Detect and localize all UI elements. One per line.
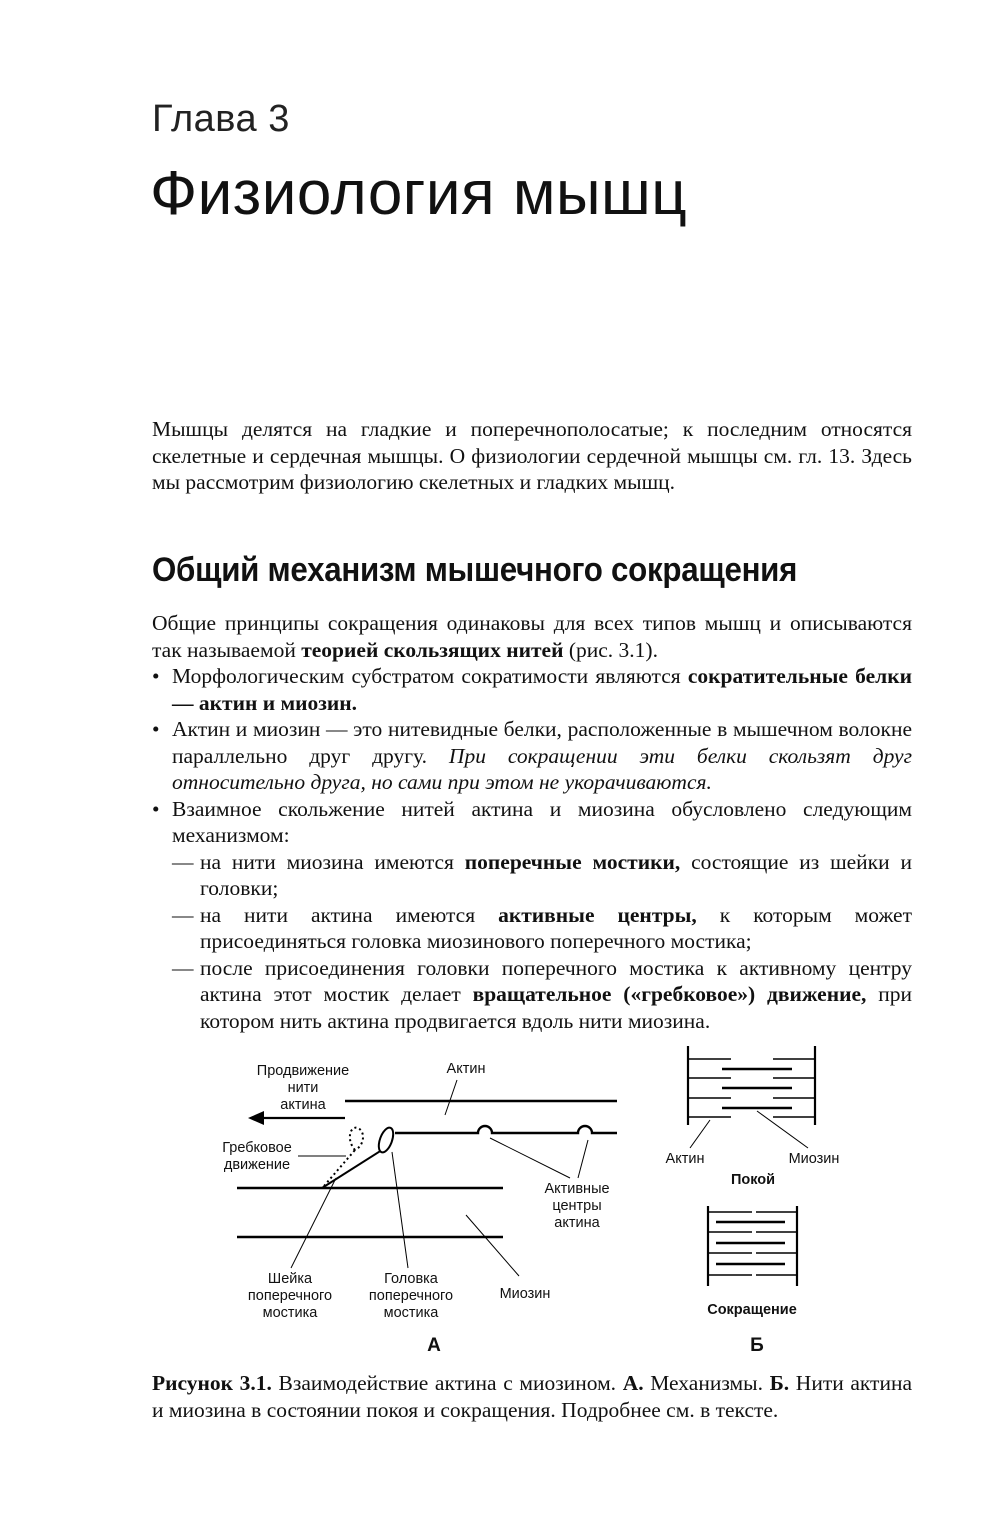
panel-b [666, 1046, 840, 1356]
label-neck-3: мостика [262, 1305, 318, 1321]
bridge-head-previous [350, 1128, 363, 1150]
dash-item [152, 902, 912, 955]
head-pointer [392, 1152, 408, 1268]
label-contraction: Сокращение [707, 1302, 797, 1318]
bullet-emphasis: При сокращении эти белки скользят друг относительно друга, но сами при этом не укорачиваются. [172, 743, 912, 794]
dash-text-end: состоящие из шейки и головки; [200, 849, 912, 900]
caption-label: Рисунок 3.1. [152, 1371, 272, 1395]
section-body [152, 610, 912, 1034]
label-head-3: мостика [383, 1305, 439, 1321]
myosin-pointer [466, 1215, 519, 1276]
lead-term: теорией скользящих нитей [301, 637, 564, 662]
bullet-text: Морфологическим субстратом сократимости являются [172, 664, 688, 688]
bullet-term: сократительные белки — актин и миозин. [172, 664, 912, 715]
panel-a [222, 1061, 617, 1356]
dash-item [152, 955, 912, 1035]
dash-text: на нити актина имеются [200, 902, 499, 927]
label-rest: Покой [730, 1172, 776, 1188]
dash-text: после присоединения головки поперечного мостика к активному центру актина этот мостик делает [200, 955, 912, 1006]
label-myosin-b: Миозин [788, 1151, 840, 1167]
label-head-2: поперечного [368, 1288, 454, 1304]
bullet-text: Актин и миозин — это нитевидные белки, расположенные в мышечном волокне параллельно друг другу. [172, 717, 912, 768]
label-neck-2: поперечного [247, 1288, 333, 1304]
bullet-item [152, 663, 912, 716]
lead-paragraph [152, 610, 912, 663]
panel-a-letter: А [427, 1335, 441, 1356]
actin-pointer [445, 1080, 457, 1115]
lead-text: Общие принципы сокращения одинаковы для всех типов мышц и описываются так называемой [152, 611, 912, 662]
sarcomere-contracted [708, 1206, 797, 1286]
bullet-list [152, 663, 912, 1034]
label-advance-2: нити [287, 1080, 319, 1096]
label-stroke-2: движение [223, 1157, 291, 1173]
label-active-centers-3: актина [554, 1215, 600, 1231]
advance-arrow-head [248, 1111, 264, 1125]
dash-text-end: к которым может присоединяться головка миозинового поперечного мостика; [200, 902, 912, 953]
dash-term: вращательное («гребковое») движение, [472, 982, 867, 1006]
bullet-item [152, 796, 912, 849]
bridge-head [376, 1126, 396, 1155]
actin-pointer-b [690, 1120, 710, 1148]
label-actin: Актин [446, 1061, 486, 1077]
dash-term: активные центры, [498, 902, 697, 927]
lead-ref: (рис. 3.1). [563, 637, 658, 662]
panel-b-letter: Б [750, 1335, 764, 1356]
sarcomere-rest [688, 1046, 815, 1125]
active-center-pointer-1 [490, 1138, 570, 1178]
dash-text-end: при котором нить актина продвигается вдоль нити миозина. [200, 982, 912, 1033]
figure-caption [152, 1370, 912, 1423]
label-actin-b: Актин [665, 1151, 705, 1167]
label-neck-1: Шейка [267, 1271, 313, 1287]
caption-text: Нити актина и миозина в состоянии покоя и сокращения. Подробнее см. в тексте. [152, 1371, 913, 1422]
intro-paragraph: Мышцы делятся на гладкие и поперечнополосатые; к последним относятся скелетные и сердечная мышцы. О физиологии сердечной мышцы см. гл. 13. Здесь мы рассмотрим физиологию скелетных и гладких мышц. [152, 417, 912, 494]
caption-b: Б. [769, 1371, 790, 1395]
chapter-title: Физиология мышц [150, 159, 688, 228]
chapter-label: Глава 3 [152, 98, 290, 140]
figure-3-1 [0, 1040, 1000, 1370]
neck-pointer [291, 1178, 336, 1268]
label-advance-3: актина [280, 1097, 326, 1113]
active-center-pointer-2 [578, 1140, 588, 1178]
label-head-1: Головка [384, 1271, 438, 1287]
actin-filament-lower [395, 1126, 617, 1133]
section-heading: Общий механизм мышечного сокращения [152, 551, 798, 589]
label-myosin: Миозин [499, 1286, 551, 1302]
dash-text: на нити миозина имеются [200, 849, 465, 874]
bullet-text: Взаимное скольжение нитей актина и миозина обусловлено следующим механизмом: [172, 796, 912, 847]
caption-text: Взаимодействие актина с миозином. [271, 1371, 623, 1395]
dash-item [152, 849, 912, 902]
caption-a: А. [622, 1371, 644, 1395]
label-active-centers-2: центры [552, 1198, 602, 1214]
dash-term: поперечные мостики, [464, 849, 681, 874]
label-stroke-1: Гребковое [222, 1140, 292, 1156]
caption-text: Механизмы. [643, 1371, 770, 1395]
bridge-neck-previous [324, 1150, 355, 1186]
bullet-item [152, 716, 912, 796]
label-advance-1: Продвижение [256, 1063, 350, 1079]
label-active-centers-1: Активные [544, 1181, 610, 1197]
